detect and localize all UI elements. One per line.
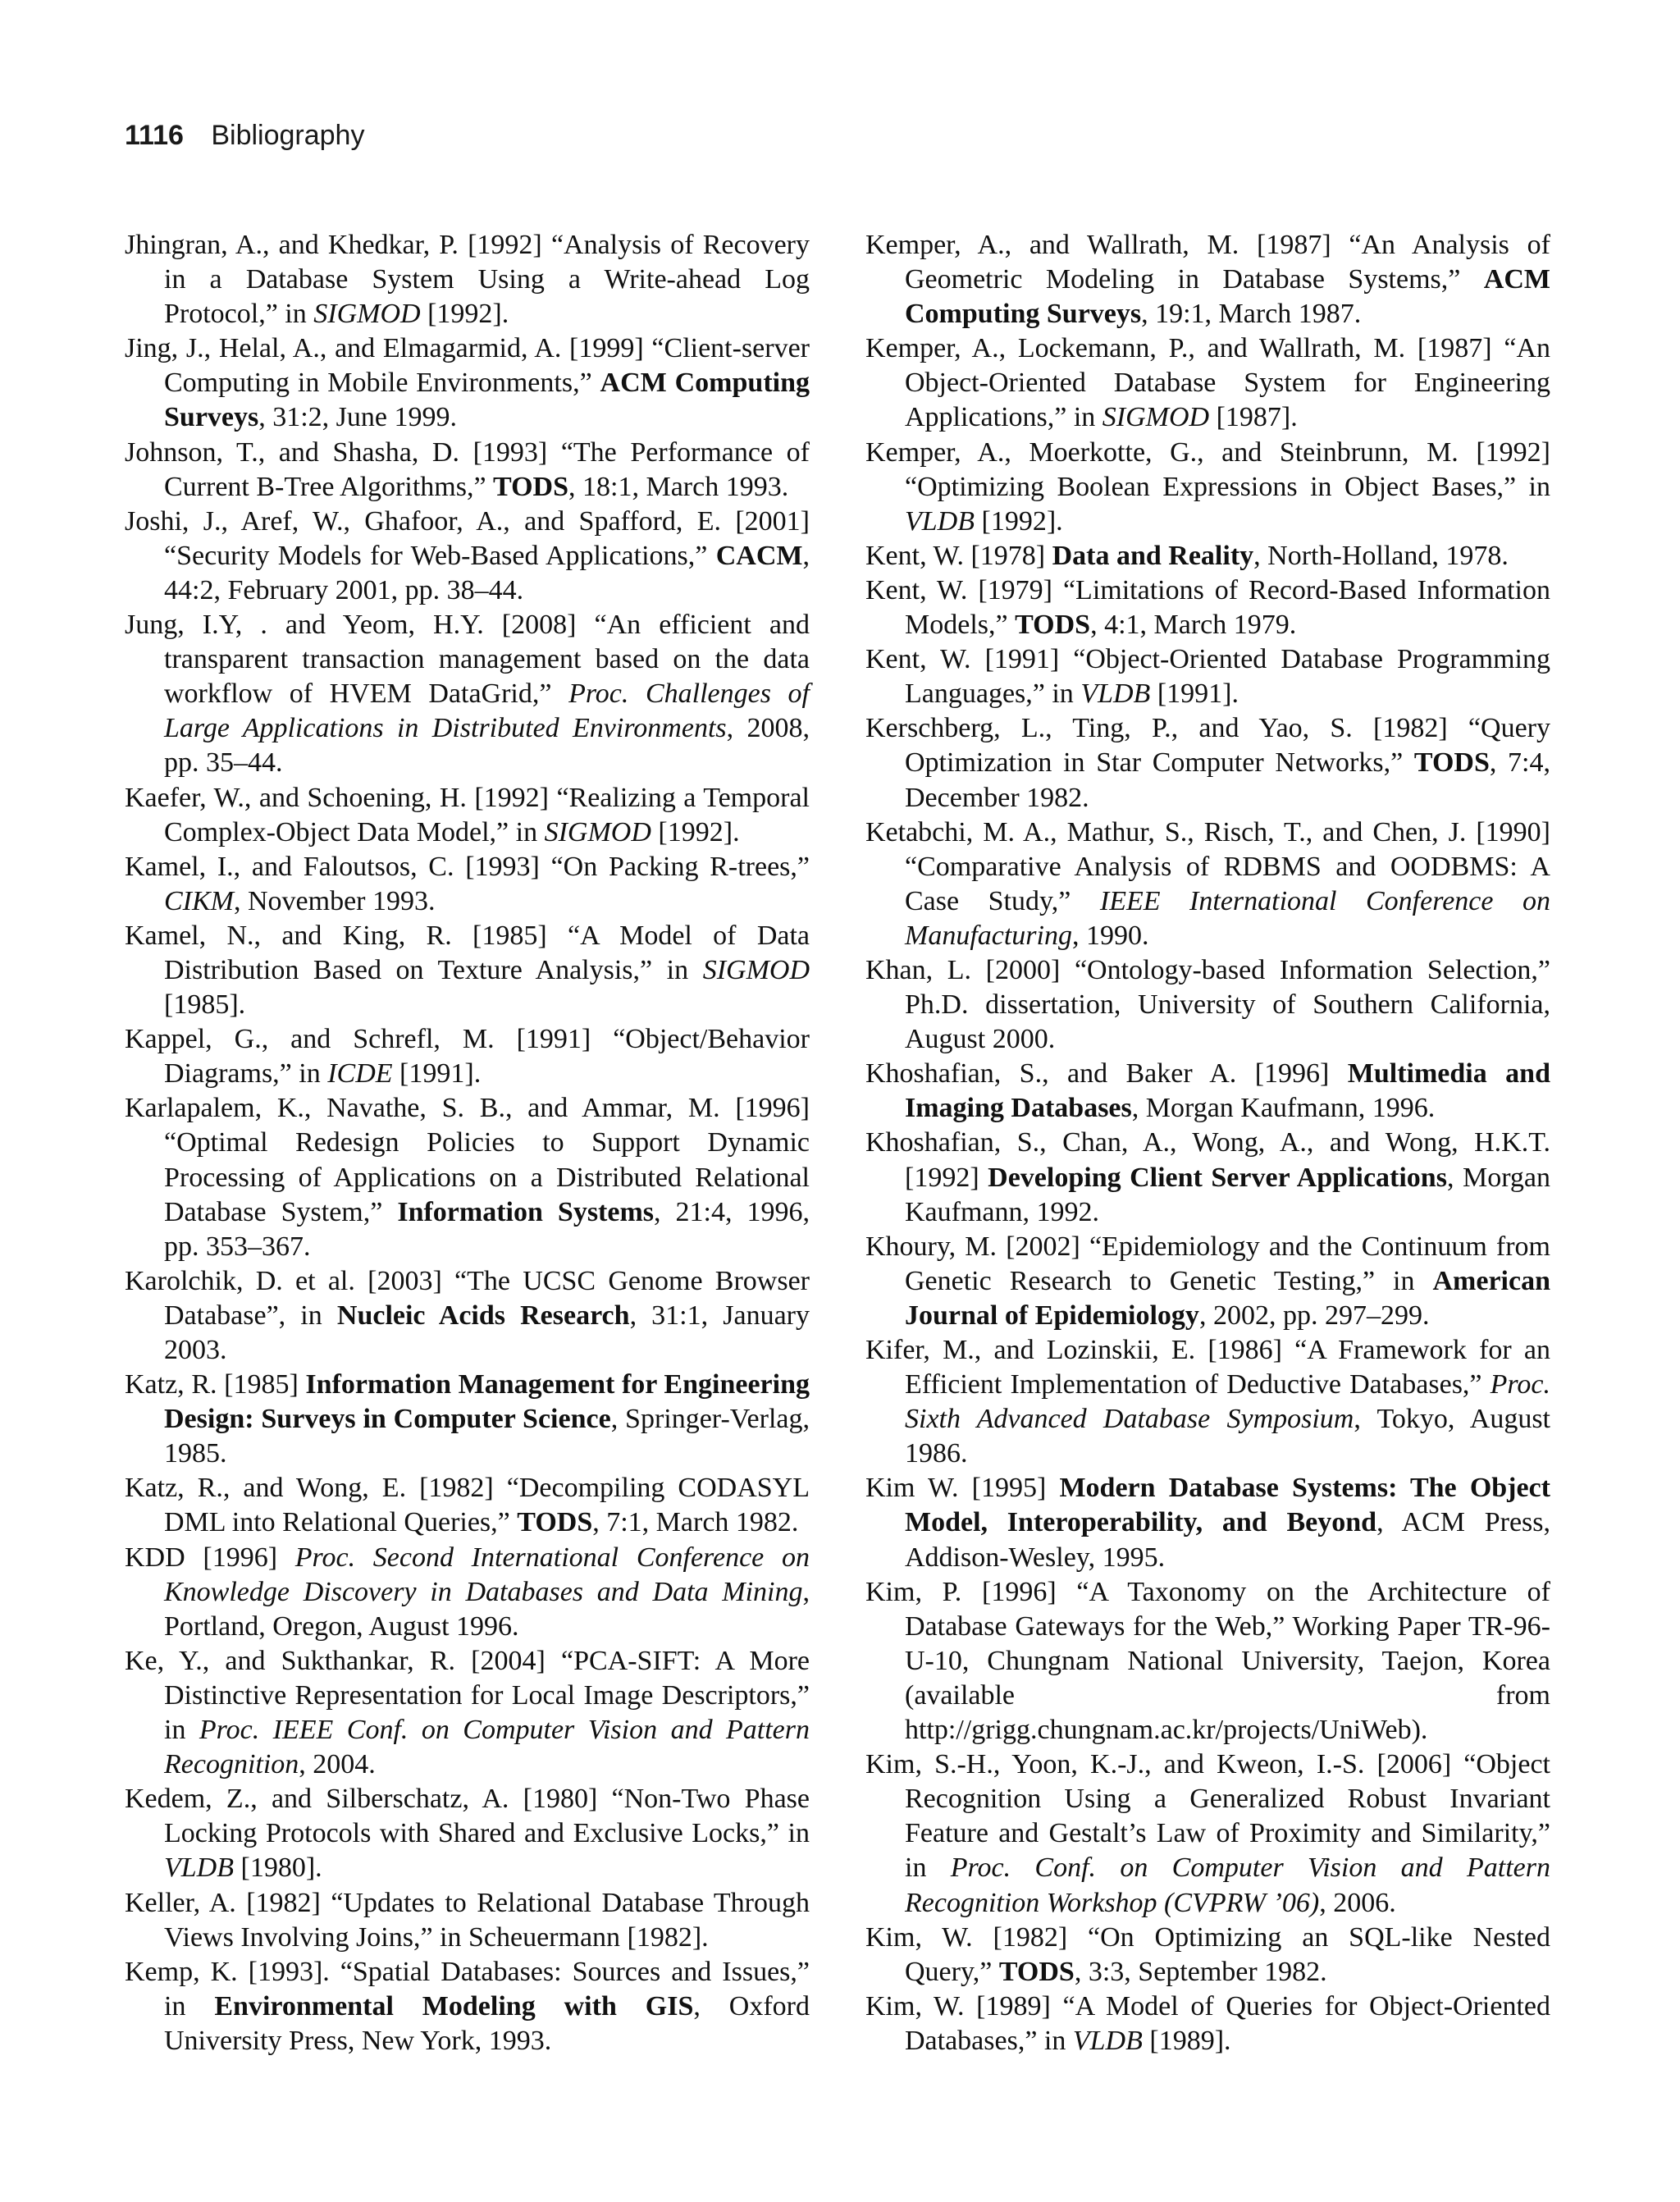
italic-source-text: VLDB	[164, 1853, 234, 1884]
citation-text: Kemper, A., Lockemann, P., and Wallrath, M. [1987] “An Object-Oriented Database System for Engineering Applications,” in	[865, 333, 1550, 433]
citation-text: Kent, W. [1991] “Object-Oriented Database Programming Languages,” in	[865, 644, 1550, 710]
citation-text: [1985].	[164, 989, 246, 1021]
citation-text: , 2006.	[1319, 1887, 1396, 1918]
bibliography-entry	[865, 711, 1550, 815]
citation-text: , Morgan Kaufmann, 1992.	[905, 1162, 1550, 1227]
italic-source-text: SIGMOD	[1102, 402, 1210, 433]
bibliography-entry	[125, 919, 810, 1022]
bibliography-entry	[125, 436, 810, 505]
citation-text: , 7:4, December 1982.	[905, 747, 1550, 813]
citation-text: , 4:1, March 1979.	[1090, 610, 1297, 641]
citation-text: Kim, W. [1989] “A Model of Queries for Object-Oriented Databases,” in	[865, 1990, 1550, 2056]
bibliography-entry	[865, 1471, 1550, 1574]
bibliography-entry	[125, 228, 810, 331]
bold-title-text: Data and Reality	[1052, 540, 1254, 571]
citation-text: Kent, W. [1979] “Limitations of Record-Based Information Models,”	[865, 574, 1550, 641]
citation-text: Katz, R., and Wong, E. [1982] “Decompiling CODASYL DML into Relational Queries,”	[125, 1473, 810, 1538]
bold-title-text: TODS	[998, 1956, 1075, 1987]
citation-text: KDD [1996]	[125, 1542, 295, 1573]
italic-source-text: Proc. Conf. on Computer Vision and Pattern Recognition Workshop (CVPRW ’06)	[905, 1853, 1550, 1918]
italic-source-text: IEEE International Conference on Manufacturing	[905, 885, 1550, 951]
citation-text: Joshi, J., Aref, W., Ghafoor, A., and Spafford, E. [2001] “Security Models for Web-Based Applications,”	[125, 505, 810, 571]
citation-text: , 18:1, March 1993.	[568, 471, 789, 502]
bibliography-entry	[865, 539, 1550, 573]
citation-text: Jhingran, A., and Khedkar, P. [1992] “Analysis of Recovery in a Database System Using a Write-ahead Log Protocol,” in	[125, 230, 810, 330]
italic-source-text: SIGMOD	[702, 954, 810, 985]
citation-text: Kent, W. [1978]	[865, 540, 1052, 571]
bold-title-text: Nucleic Acids Research	[336, 1300, 630, 1331]
italic-source-text: VLDB	[905, 505, 975, 537]
bibliography-entry	[125, 1955, 810, 2058]
bibliography-entry	[125, 1644, 810, 1782]
citation-text: Kim W. [1995]	[865, 1473, 1060, 1504]
italic-source-text: VLDB	[1072, 2025, 1143, 2056]
bibliography-entry	[125, 505, 810, 608]
italic-source-text: SIGMOD	[313, 299, 421, 330]
citation-text: , Tokyo, August 1986.	[905, 1404, 1550, 1469]
bold-title-text: Multimedia and Imaging Databases	[905, 1058, 1550, 1124]
citation-text: Ketabchi, M. A., Mathur, S., Risch, T., and Chen, J. [1990] “Comparative Analysis of RDBMS and OODBMS: A Case Study,”	[865, 816, 1550, 916]
citation-text: , 44:2, February 2001, pp. 38–44.	[164, 540, 810, 605]
citation-text: Khoshafian, S., Chan, A., Wong, A., and Wong, H.K.T. [1992]	[865, 1127, 1550, 1193]
bibliography-entry	[865, 953, 1550, 1057]
italic-source-text: Proc. IEEE Conf. on Computer Vision and Pattern Recognition	[164, 1715, 810, 1780]
citation-text: , North-Holland, 1978.	[1253, 540, 1509, 571]
bibliography-entry	[865, 1333, 1550, 1471]
bibliography-entry	[125, 1886, 810, 1955]
bibliography-entry	[865, 1230, 1550, 1333]
citation-text: Kim, W. [1982] “On Optimizing an SQL-like Nested Query,”	[865, 1921, 1550, 1987]
citation-text: [1987].	[1209, 402, 1298, 433]
citation-text: , Portland, Oregon, August 1996.	[164, 1576, 810, 1642]
citation-text: , 3:3, September 1982.	[1074, 1956, 1327, 1987]
citation-text: Kemp, K. [1993]. “Spatial Databases: Sources and Issues,” in	[125, 1956, 810, 2022]
citation-text: [1992].	[651, 816, 740, 847]
citation-text: Kim, P. [1996] “A Taxonomy on the Architecture of Database Gateways for the Web,” Working Paper TR-96-U-10, Chungnam National University, Taejon, Korea (available from http://grigg.chungnam.ac.kr/projects/UniWeb).	[865, 1576, 1550, 1746]
citation-text: Keller, A. [1982] “Updates to Relational Database Through Views Involving Joins,” in Scheuermann [1982].	[125, 1887, 810, 1953]
italic-source-text: Proc. Challenges of Large Applications in Distributed Environments	[164, 678, 810, 744]
bold-title-text: ACM Computing Surveys	[164, 368, 810, 433]
citation-text: Karolchik, D. et al. [2003] “The UCSC Genome Browser Database”, in	[125, 1265, 810, 1331]
bold-title-text: Modern Database Systems: The Object Model, Interoperability, and Beyond	[905, 1473, 1550, 1538]
citation-text: , Oxford University Press, New York, 1993.	[164, 1990, 810, 2056]
bibliography-entry	[865, 815, 1550, 953]
citation-text: [1989].	[1142, 2025, 1231, 2056]
bibliography-left-column	[125, 228, 810, 2058]
citation-text: , 31:1, January 2003.	[164, 1300, 810, 1365]
bibliography-entry	[125, 1091, 810, 1263]
bibliography-entry	[125, 850, 810, 919]
italic-source-text: Proc. Sixth Advanced Database Symposium	[905, 1369, 1550, 1435]
bold-title-text: Developing Client Server Applications	[988, 1162, 1447, 1193]
bibliography-entry	[865, 1921, 1550, 1990]
citation-text: [1991].	[1150, 678, 1239, 710]
citation-text: Jing, J., Helal, A., and Elmagarmid, A. [1999] “Client-server Computing in Mobile Environments,”	[125, 333, 810, 399]
bibliography-entry	[125, 1368, 810, 1471]
bibliography-entry	[865, 1747, 1550, 1920]
bibliography-right-column	[865, 228, 1550, 2058]
bold-title-text: Information Systems	[397, 1196, 655, 1227]
bold-title-text: ACM Computing Surveys	[905, 264, 1550, 330]
bold-title-text: Environmental Modeling with GIS	[214, 1990, 694, 2022]
bibliography-entry	[865, 1057, 1550, 1126]
citation-text: Johnson, T., and Shasha, D. [1993] “The Performance of Current B-Tree Algorithms,”	[125, 436, 810, 502]
citation-text: [1992].	[975, 505, 1063, 537]
citation-text: [1992].	[420, 299, 509, 330]
citation-text: Kemper, A., Moerkotte, G., and Steinbrunn, M. [1992] “Optimizing Boolean Expressions in Object Bases,” in	[865, 436, 1550, 502]
citation-text: , Springer-Verlag, 1985.	[164, 1404, 810, 1469]
section-title: Bibliography	[211, 120, 365, 151]
bibliography-entry	[125, 331, 810, 435]
bold-title-text: TODS	[517, 1507, 593, 1538]
bibliography-entry	[125, 1541, 810, 1644]
citation-text: Katz, R. [1985]	[125, 1369, 306, 1400]
italic-source-text: Proc. Second International Conference on Knowledge Discovery in Databases and Data Mining	[164, 1542, 810, 1607]
bold-title-text: TODS	[1413, 747, 1490, 779]
italic-source-text: ICDE	[327, 1058, 393, 1090]
citation-text: Kamel, N., and King, R. [1985] “A Model of Data Distribution Based on Texture Analysis,” in	[125, 920, 810, 985]
bold-title-text: Information Management for Engineering Design: Surveys in Computer Science	[164, 1369, 810, 1435]
bibliography-entry	[865, 331, 1550, 435]
bold-title-text: American Journal of Epidemiology	[905, 1265, 1550, 1331]
citation-text: Ke, Y., and Sukthankar, R. [2004] “PCA-SIFT: A More Distinctive Representation for Local Image Descriptors,” in	[125, 1645, 810, 1746]
bibliography-entry	[125, 1264, 810, 1368]
bold-title-text: CACM	[715, 540, 803, 571]
citation-text: Kim, S.-H., Yoon, K.-J., and Kweon, I.-S. [2006] “Object Recognition Using a Generalized Robust Invariant Feature and Gestalt’s Law of Proximity and Similarity,” in	[865, 1749, 1550, 1884]
bibliography-entry	[125, 1471, 810, 1540]
citation-text: Kaefer, W., and Schoening, H. [1992] “Realizing a Temporal Complex-Object Data Model,” in	[125, 782, 810, 847]
bold-title-text: TODS	[493, 471, 569, 502]
bibliography-entry	[125, 1022, 810, 1091]
bibliography-entry	[865, 228, 1550, 331]
citation-text: Kappel, G., and Schrefl, M. [1991] “Object/Behavior Diagrams,” in	[125, 1024, 810, 1090]
bibliography-entry	[865, 573, 1550, 642]
citation-text: , 1990.	[1071, 920, 1149, 951]
bibliography-entry	[865, 1575, 1550, 1747]
citation-text: , 2002, pp. 297–299.	[1198, 1300, 1430, 1331]
italic-source-text: SIGMOD	[544, 816, 651, 847]
bibliography-entry	[865, 1990, 1550, 2058]
citation-text: Kemper, A., and Wallrath, M. [1987] “An Analysis of Geometric Modeling in Database Systems,”	[865, 230, 1550, 295]
citation-text: Kamel, I., and Faloutsos, C. [1993] “On Packing R-trees,”	[125, 851, 810, 882]
citation-text: Karlapalem, K., Navathe, S. B., and Ammar, M. [1996] “Optimal Redesign Policies to Support Dynamic Processing of Applications on a Distributed Relational Database System,”	[125, 1093, 810, 1227]
citation-text: Kedem, Z., and Silberschatz, A. [1980] “Non-Two Phase Locking Protocols with Shared and Exclusive Locks,” in	[125, 1784, 810, 1849]
citation-text: Khoshafian, S., and Baker A. [1996]	[865, 1058, 1348, 1090]
italic-source-text: CIKM	[164, 885, 234, 916]
bibliography-entry	[865, 436, 1550, 539]
citation-text: , Morgan Kaufmann, 1996.	[1131, 1093, 1436, 1124]
citation-text: [1991].	[392, 1058, 482, 1090]
bibliography-entry	[865, 1126, 1550, 1229]
citation-text: , 2004.	[299, 1749, 376, 1780]
citation-text: Kerschberg, L., Ting, P., and Yao, S. [1982] “Query Optimization in Star Computer Networks,”	[865, 713, 1550, 779]
citation-text: , 19:1, March 1987.	[1141, 299, 1362, 330]
bibliography-entry	[125, 781, 810, 850]
bibliography-entry	[865, 642, 1550, 711]
citation-text: , ACM Press, Addison-Wesley, 1995.	[905, 1507, 1550, 1573]
citation-text: Khoury, M. [2002] “Epidemiology and the Continuum from Genetic Research to Genetic Testing,” in	[865, 1231, 1550, 1296]
citation-text: Jung, I.Y, . and Yeom, H.Y. [2008] “An efficient and transparent transaction management based on the data workflow of HVEM DataGrid,”	[125, 610, 810, 710]
citation-text: Khan, L. [2000] “Ontology-based Information Selection,” Ph.D. dissertation, University of Southern California, August 2000.	[865, 954, 1550, 1055]
italic-source-text: VLDB	[1080, 678, 1151, 710]
bibliography-entry	[125, 1782, 810, 1885]
page-number: 1116	[125, 120, 184, 151]
citation-text: , November 1993.	[234, 885, 436, 916]
citation-text: , 31:2, June 1999.	[258, 402, 458, 433]
citation-text: [1980].	[234, 1853, 322, 1884]
bibliography-entry	[125, 608, 810, 780]
citation-text: , 21:4, 1996, pp. 353–367.	[164, 1196, 810, 1262]
bold-title-text: TODS	[1015, 610, 1091, 641]
citation-text: Kifer, M., and Lozinskii, E. [1986] “A Framework for an Efficient Implementation of Deductive Databases,”	[865, 1335, 1550, 1400]
citation-text: , 7:1, March 1982.	[592, 1507, 799, 1538]
running-head	[125, 120, 364, 152]
citation-text: , 2008, pp. 35–44.	[164, 713, 810, 779]
